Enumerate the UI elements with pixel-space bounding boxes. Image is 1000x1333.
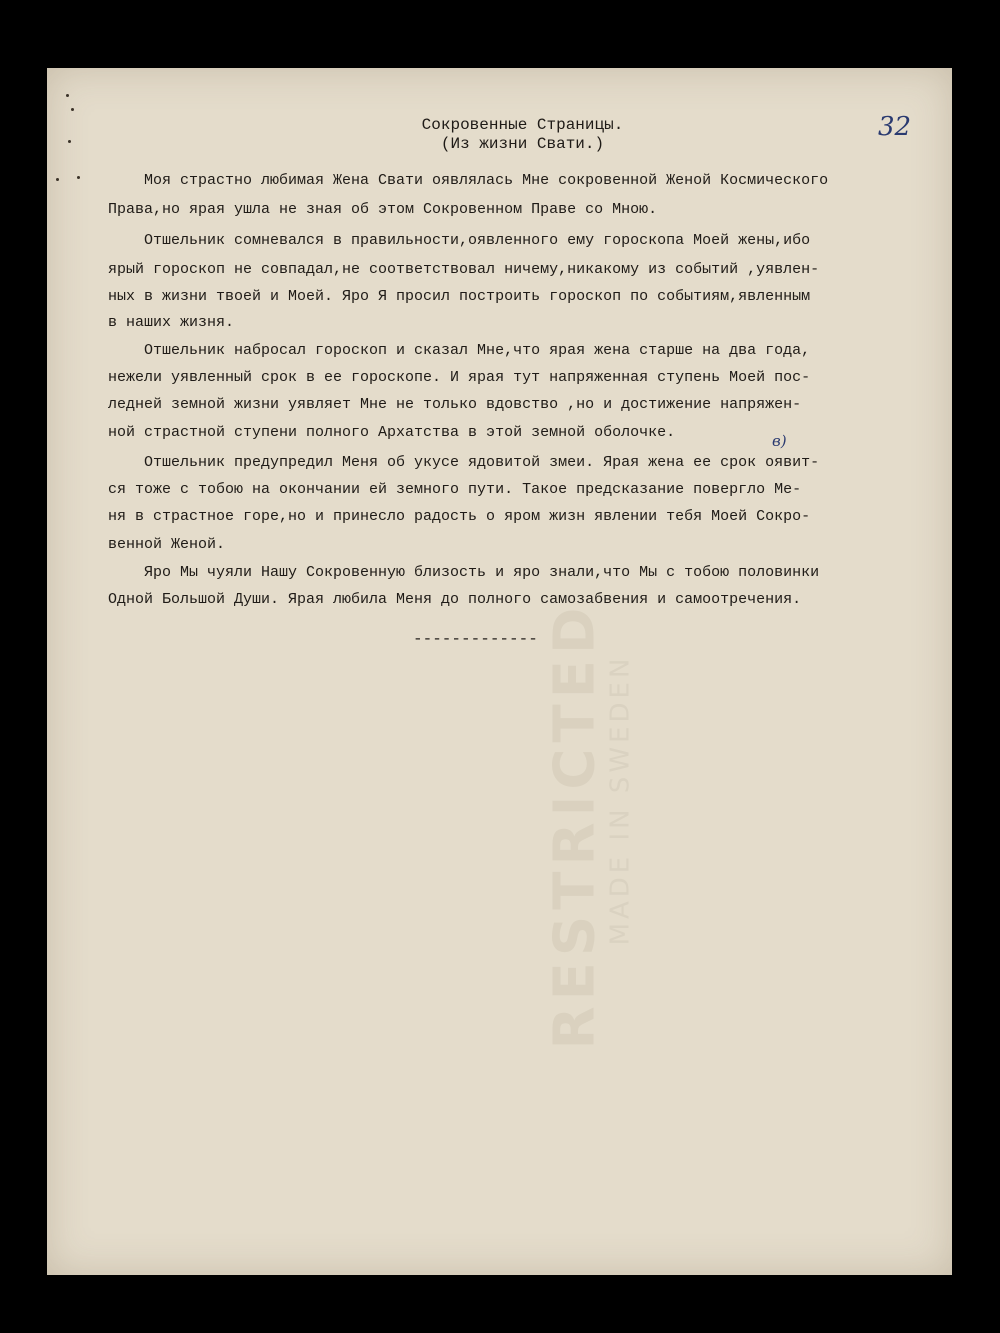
text-line: Отшельник предупредил Меня об укусе ядовитой змеи. Ярая жена ее срок оявит- (108, 454, 820, 471)
text-line: Отшельник сомневался в правильности,оявленного ему гороскопа Моей жены,ибо (108, 232, 811, 249)
text-line: ных в жизни твоей и Моей. Яро Я просил построить гороскоп по событиям,явленным (108, 288, 811, 305)
text-line: ся тоже с тобою на окончании ей земного пути. Такое предсказание повергло Ме- (108, 481, 802, 498)
punch-mark (56, 178, 59, 181)
text-line: Моя страстно любимая Жена Свати оявлялась Мне сокровенной Женой Космического (108, 172, 829, 189)
text-line: Права,но ярая ушла не зная об этом Сокровенном Праве со Мною. (108, 201, 658, 218)
text-line: ледней земной жизни уявляет Мне не только вдовство ,но и достижение напряжен- (108, 396, 802, 413)
divider-line: ------------- (413, 630, 538, 648)
text-line: Яро Мы чуяли Нашу Сокровенную близость и яро знали,что Мы с тобою половинки (108, 564, 820, 581)
text-line: Одной Большой Души. Ярая любила Меня до полного самозабвения и самоотречения. (108, 591, 802, 608)
punch-mark (71, 108, 74, 111)
text-line: нежели уявленный срок в ее гороскопе. И ярая тут напряженная ступень Моей пос- (108, 369, 811, 386)
punch-mark (77, 176, 80, 179)
document-title: Сокровенные Страницы. (421, 116, 624, 134)
text-line: венной Женой. (108, 536, 226, 553)
punch-mark (66, 94, 69, 97)
text-line: ня в страстное горе,но и принесло радость о яром жизн явлении тебя Моей Сокро- (108, 508, 811, 525)
text-line: ярый гороскоп не совпадал,не соответствовал ничему,никакому из событий ,уявлен- (108, 261, 820, 278)
text-line: ной страстной ступени полного Архатства в этой земной оболочке. (108, 424, 676, 441)
handwritten-page-number: 32 (878, 112, 912, 142)
handwritten-correction: в) (772, 432, 787, 450)
text-line: в наших жизня. (108, 314, 235, 331)
text-line: Отшельник набросал гороскоп и сказал Мне,что ярая жена старше на два года, (108, 342, 811, 359)
document-subtitle: (Из жизни Свати.) (440, 135, 605, 153)
